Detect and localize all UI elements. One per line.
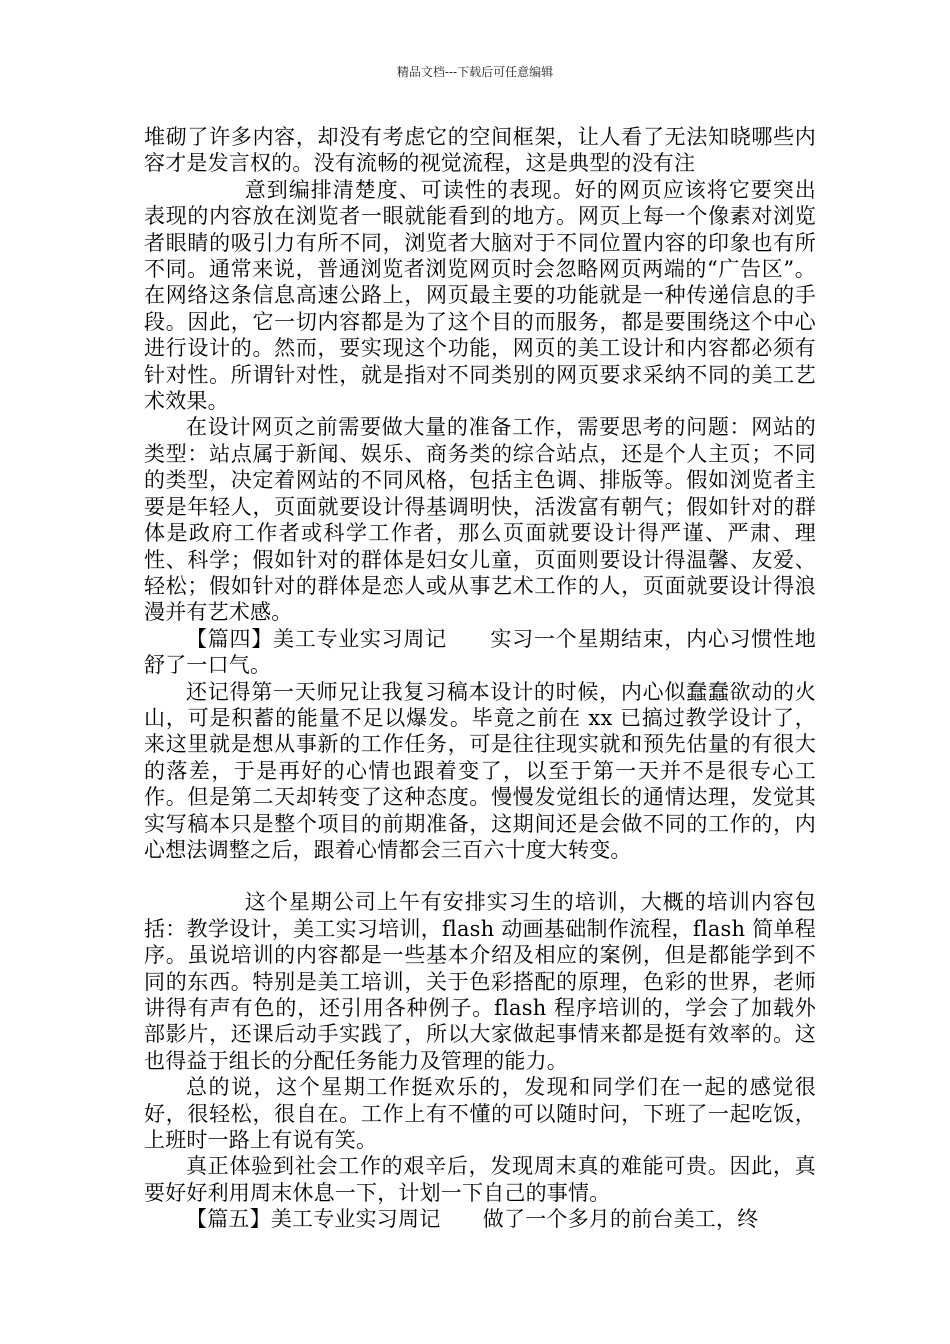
document-body: [144, 124, 816, 1233]
paragraph-5: 还记得第一天师兄让我复习稿本设计的时候，内心似蠢蠢欲动的火山，可是积蓄的能量不足以爆发。毕竟之前在 xx 已搞过教学设计了，来这里就是想从事新的工作任务，可是往往现实就和预先估量的有很大的落差，于是再好的心情也跟着变了，以至于第一天并不是很专心工作。但是第二天却转变了这种态度。慢慢发觉组长的通情达理，发觉其实写稿本只是整个项目的前期准备，这期间还是会做不同的工作的，内心想法调整之后，跟着心情都会三百六十度大转变。: [144, 679, 816, 862]
paragraph-1: 堆砌了许多内容，却没有考虑它的空间框架，让人看了无法知晓哪些内容才是发言权的。没有流畅的视觉流程，这是典型的没有注: [144, 125, 816, 176]
paragraph-7: 总的说，这个星期工作挺欢乐的，发现和同学们在一起的感觉很好，很轻松，很自在。工作上有不懂的可以随时问，下班了一起吃饭，上班时一路上有说有笑。: [144, 1075, 816, 1153]
section-heading-4: 【篇四】美工专业实习周记 实习一个星期结束，内心习惯性地舒了一口气。: [144, 626, 816, 678]
paragraph-3: 在设计网页之前需要做大量的准备工作，需要思考的问题：网站的类型：站点属于新闻、娱乐、商务类的综合站点，还是个人主页；不同的类型，决定着网站的不同风格，包括主色调、排版等。假如浏览者主要是年轻人，页面就要设计得基调明快，活泼富有朝气；假如针对的群体是政府工作者或科学工作者，那么页面就要设计得严谨、严肃、理性、科学；假如针对的群体是妇女儿童，页面则要设计得温馨、友爱、轻松；假如针对的群体是恋人或从事艺术工作的人，页面就要设计得浪漫并有艺术感。: [144, 415, 816, 625]
paragraph-6: 这个星期公司上午有安排实习生的培训，大概的培训内容包括：教学设计，美工实习培训，flash 动画基础制作流程，flash 简单程序。虽说培训的内容都是一些基本介绍及相应的案例，但是都能学到不同的东西。特别是美工培训，关于色彩搭配的原理，色彩的世界，老师讲得有声有色的，还引用各种例子。flash 程序培训的，学会了加载外部影片，还课后动手实践了，所以大家做起事情来都是挺有效率的。这也得益于组长的分配任务能力及管理的能力。: [144, 890, 816, 1073]
paragraph-2: 意到编排清楚度、可读性的表现。好的网页应该将它要突出表现的内容放在浏览者一眼就能看到的地方。网页上每一个像素对浏览者眼睛的吸引力有所不同，浏览者大脑对于不同位置内容的印象也有所不同。通常来说，普通浏览者浏览网页时会忽略网页两端的“广告区”。在网络这条信息高速公路上，网页最主要的功能就是一种传递信息的手段。因此，它一切内容都是为了这个目的而服务，都是要围绕这个中心进行设计的。然而，要实现这个功能，网页的美工设计和内容都必须有针对性。所谓针对性，就是指对不同类别的网页要求采纳不同的美工艺术效果。: [144, 177, 816, 414]
section-heading-5: 【篇五】美工专业实习周记 做了一个多月的前台美工，终: [186, 1207, 759, 1232]
paragraph-8: 真正体验到社会工作的艰辛后，发现周末真的难能可贵。因此，真要好好利用周末休息一下，计划一下自己的事情。: [144, 1154, 816, 1205]
blank-line: [144, 863, 816, 889]
page-header: 精品文档---下载后可任意编辑: [396, 65, 554, 79]
